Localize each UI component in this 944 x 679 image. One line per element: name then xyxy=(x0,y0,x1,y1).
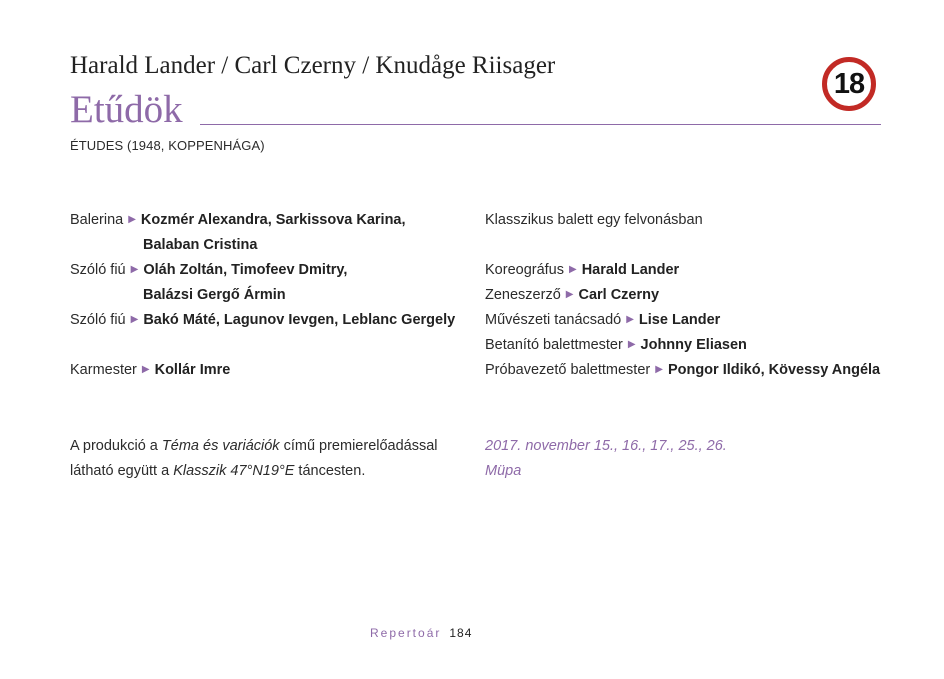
cast-row xyxy=(70,258,470,283)
triangle-right-icon: ▶ xyxy=(130,314,139,325)
title-rule xyxy=(200,124,881,125)
cast-row xyxy=(70,308,470,333)
note-text: táncesten. xyxy=(294,463,366,479)
triangle-right-icon: ▶ xyxy=(626,314,634,325)
cast-role: Szóló fiú xyxy=(70,262,126,278)
cast-names-continued: Balaban Cristina xyxy=(143,237,258,253)
production-note xyxy=(70,434,438,484)
page-footer xyxy=(370,626,472,640)
cast-row xyxy=(70,208,470,233)
credit-name: Lise Lander xyxy=(638,312,721,328)
note-text: látható együtt a xyxy=(70,463,174,479)
credit-row xyxy=(485,258,905,283)
credit-row xyxy=(485,308,905,333)
credit-row xyxy=(485,333,905,358)
linked-production-title: Téma és variációk xyxy=(161,438,280,454)
genre-line: Klasszikus balett egy felvonásban xyxy=(485,212,703,228)
credit-name: Pongor Ildikó, Kövessy Angéla xyxy=(667,362,881,378)
credit-row xyxy=(485,283,905,308)
venue: Müpa xyxy=(485,463,522,479)
triangle-right-icon: ▶ xyxy=(569,264,577,275)
credit-name: Johnny Eliasen xyxy=(640,337,747,353)
credit-name: Carl Czerny xyxy=(578,287,660,303)
triangle-right-icon: ▶ xyxy=(141,364,150,375)
credit-name: Harald Lander xyxy=(581,262,680,278)
credit-row xyxy=(485,358,905,383)
cast-column xyxy=(70,208,470,383)
info-column xyxy=(485,208,905,383)
credit-role: Betanító balettmester xyxy=(485,337,623,353)
conductor-row xyxy=(70,358,470,383)
note-text: című premierelőadással xyxy=(279,438,438,454)
page-title: Etűdök xyxy=(70,88,183,131)
authors-line: Harald Lander / Carl Czerny / Knudåge Riisager xyxy=(70,52,556,79)
cast-names: Oláh Zoltán, Timofeev Dmitry, xyxy=(143,262,348,278)
conductor-name: Kollár Imre xyxy=(154,362,231,378)
schedule xyxy=(485,434,727,484)
note-line xyxy=(70,459,438,484)
credit-role: Próbavezető balettmester xyxy=(485,362,651,378)
page-number: 184 xyxy=(449,626,473,640)
credit-role: Zeneszerző xyxy=(485,287,561,303)
footer-section: Repertoár xyxy=(370,626,442,640)
note-line xyxy=(70,434,438,459)
cast-role: Szóló fiú xyxy=(70,312,126,328)
performance-dates: 2017. november 15., 16., 17., 25., 26. xyxy=(485,438,727,454)
triangle-right-icon: ▶ xyxy=(655,364,663,375)
age-rating-badge: 18 xyxy=(822,57,876,111)
cast-role: Balerina xyxy=(70,212,124,228)
note-text: A produkció a xyxy=(70,438,162,454)
triangle-right-icon: ▶ xyxy=(130,264,139,275)
cast-names: Bakó Máté, Lagunov Ievgen, Leblanc Gergely xyxy=(143,312,456,328)
original-title-subtitle: ÉTUDES (1948, KOPPENHÁGA) xyxy=(70,138,265,153)
triangle-right-icon: ▶ xyxy=(565,289,574,300)
triangle-right-icon: ▶ xyxy=(627,339,636,350)
credit-role: Koreográfus xyxy=(485,262,564,278)
cast-names-continued: Balázsi Gergő Ármin xyxy=(143,287,286,303)
linked-evening-title: Klasszik 47°N19°E xyxy=(173,463,295,479)
cast-names: Kozmér Alexandra, Sarkissova Karina, xyxy=(140,212,406,228)
triangle-right-icon: ▶ xyxy=(128,214,136,225)
credit-role: Művészeti tanácsadó xyxy=(485,312,622,328)
conductor-role: Karmester xyxy=(70,362,137,378)
